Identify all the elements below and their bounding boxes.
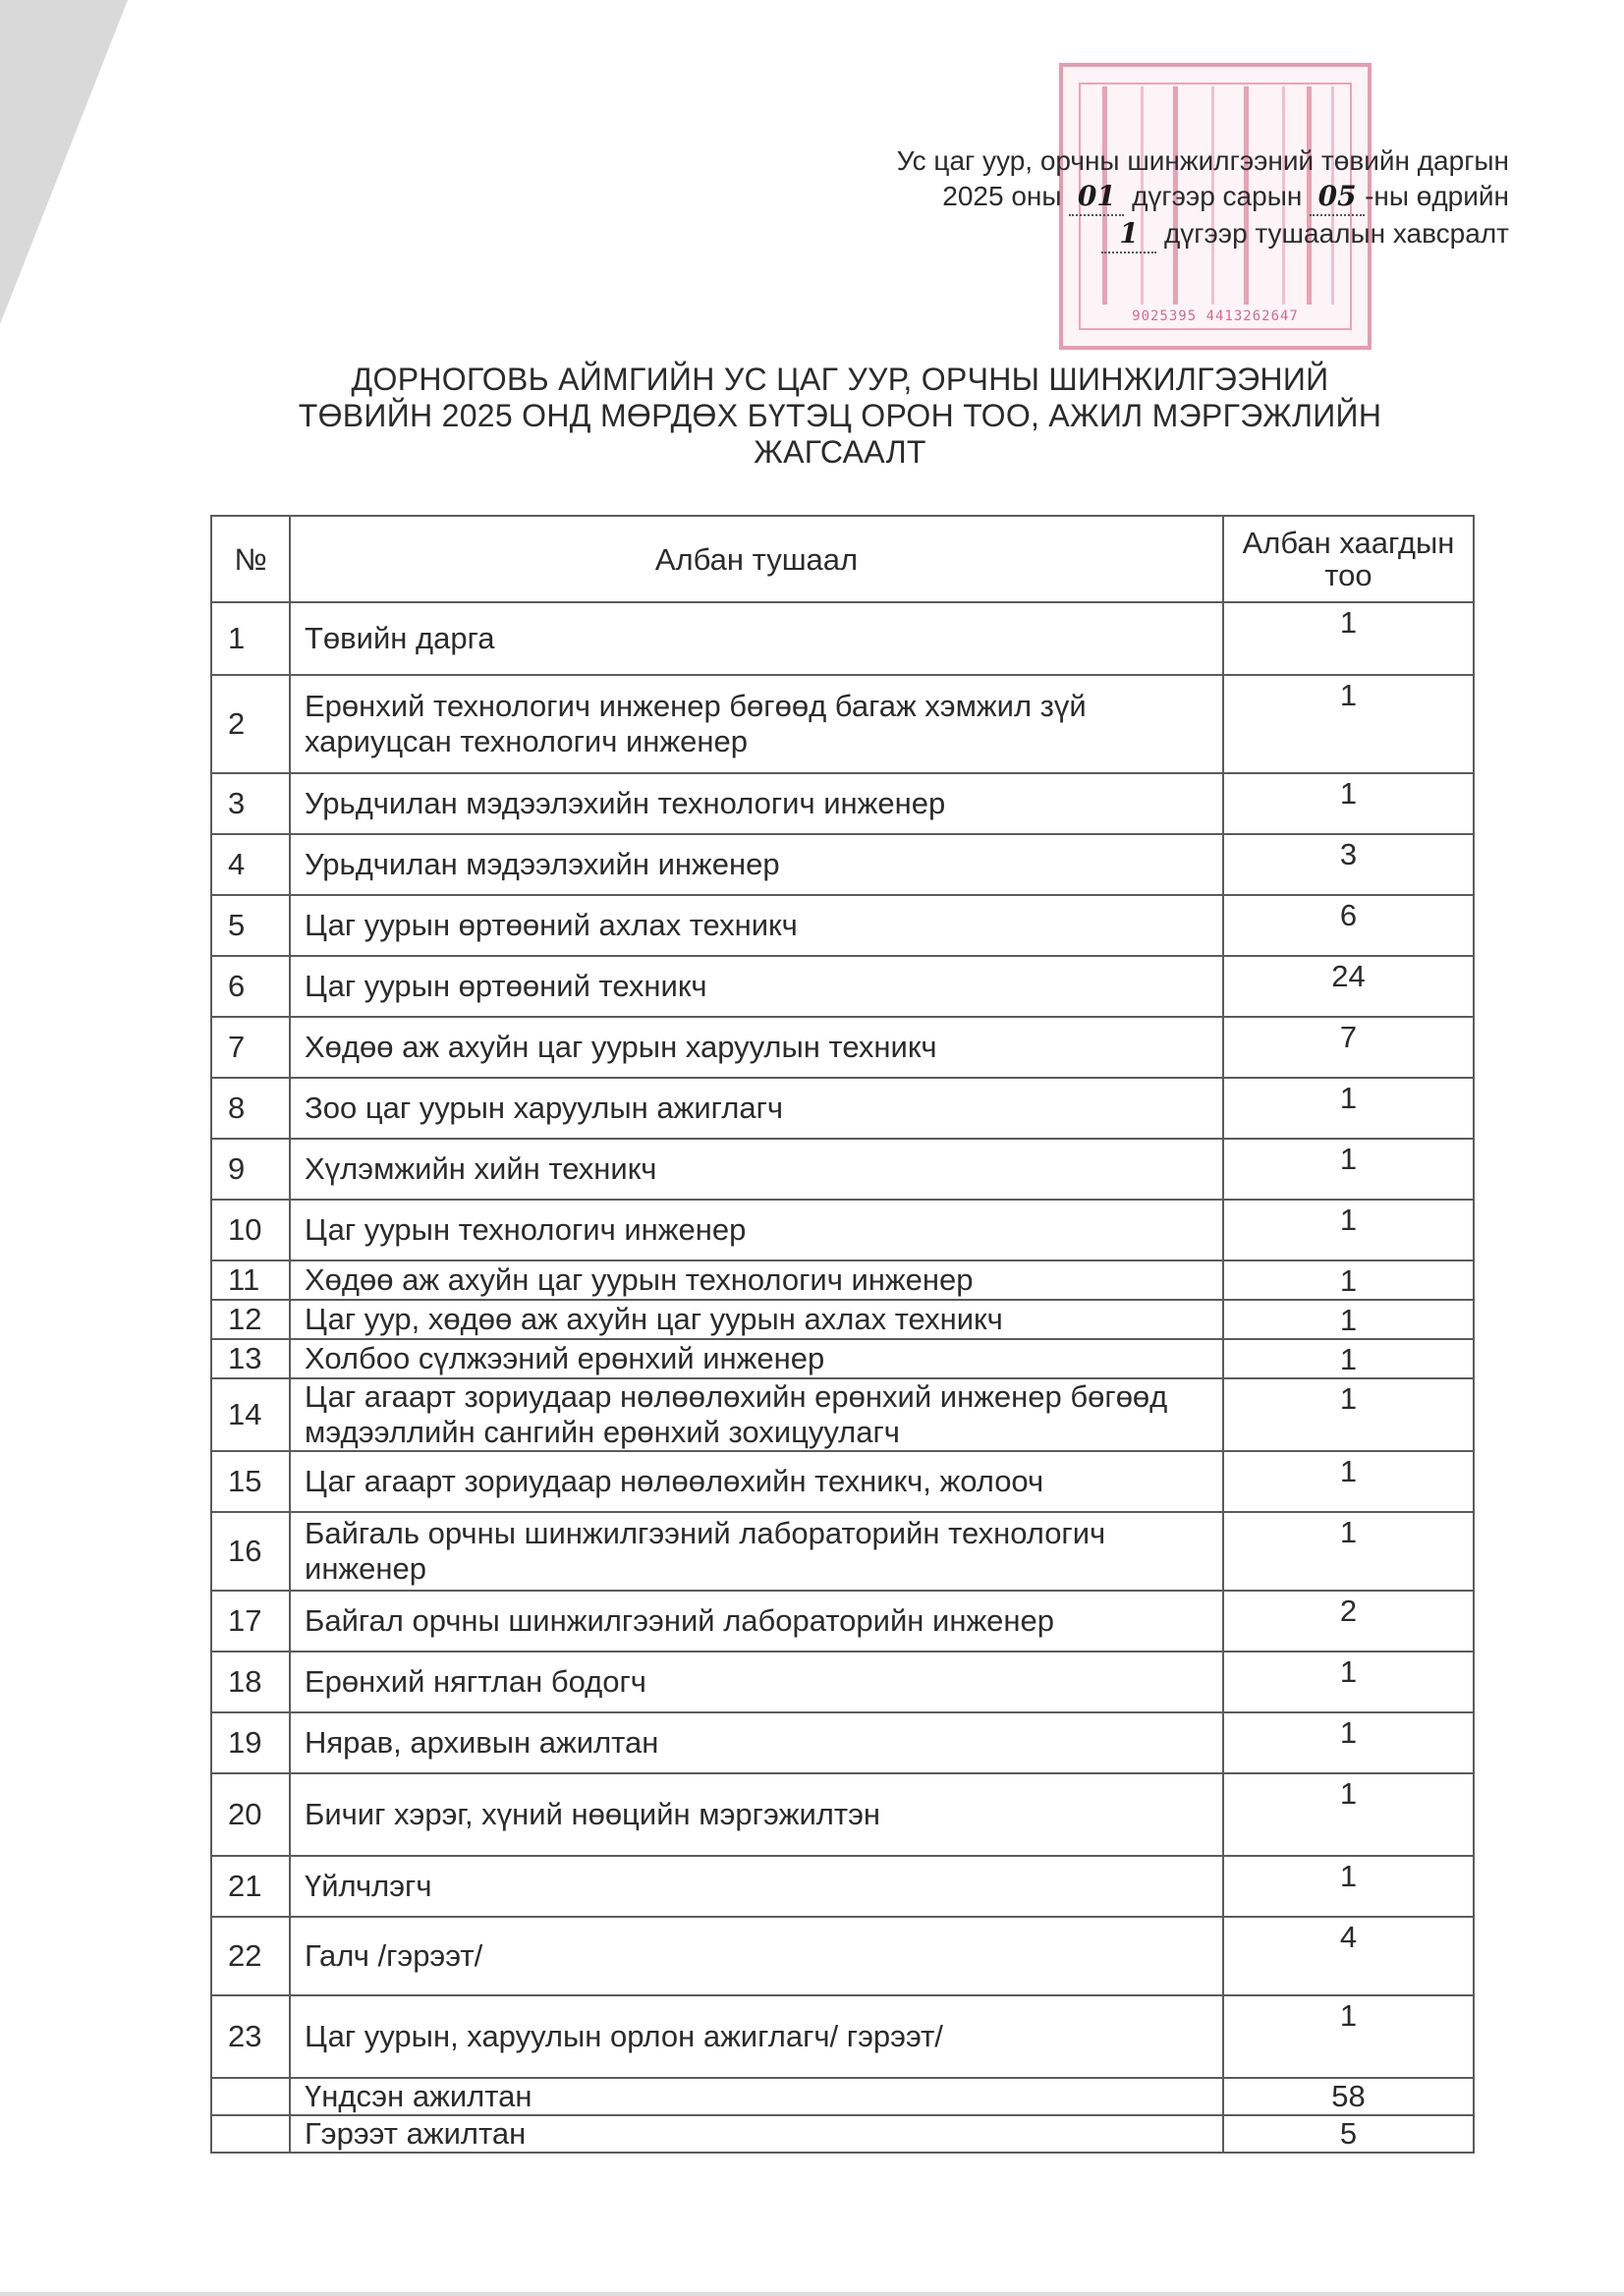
table-row [211, 1712, 1474, 1773]
row-position: Төвийн дарга [290, 602, 1223, 675]
table-row [211, 1078, 1474, 1139]
row-number: 15 [211, 1451, 290, 1512]
header-line-2 [723, 179, 1509, 216]
table-row [211, 1995, 1474, 2078]
row-count: 5 [1223, 2115, 1474, 2153]
row-count: 1 [1223, 675, 1474, 773]
row-position: Үндсэн ажилтан [290, 2078, 1223, 2115]
row-position: Цаг уурын технологич инженер [290, 1200, 1223, 1260]
row-number: 19 [211, 1712, 290, 1773]
column-header-count: Албан хаагдын тоо [1223, 516, 1474, 602]
table-row [211, 1139, 1474, 1200]
header-order-number: 1 [1101, 216, 1156, 253]
row-number: 12 [211, 1300, 290, 1339]
row-number: 22 [211, 1917, 290, 1995]
row-position: Үйлчлэгч [290, 1856, 1223, 1917]
row-number: 4 [211, 834, 290, 895]
table-row [211, 675, 1474, 773]
row-count: 3 [1223, 834, 1474, 895]
header-line-3 [723, 216, 1509, 253]
table-header-row [211, 516, 1474, 602]
table-row [211, 1339, 1474, 1378]
row-number: 2 [211, 675, 290, 773]
row-number: 23 [211, 1995, 290, 2078]
row-number: 1 [211, 602, 290, 675]
stamp-registry-number: 9025395 4413262647 [1132, 308, 1299, 324]
table-body [211, 602, 1474, 2153]
row-position: Нярав, архивын ажилтан [290, 1712, 1223, 1773]
column-header-position: Албан тушаал [290, 516, 1223, 602]
document-title [275, 362, 1405, 471]
table-row [211, 602, 1474, 675]
row-count: 1 [1223, 1652, 1474, 1712]
row-count: 4 [1223, 1917, 1474, 1995]
row-count: 24 [1223, 956, 1474, 1017]
row-position: Хөдөө аж ахуйн цаг уурын харуулын техникч [290, 1017, 1223, 1078]
row-count: 1 [1223, 602, 1474, 675]
row-count: 1 [1223, 1078, 1474, 1139]
header-line-1: Ус цаг уур, орчны шинжилгээний төвийн даргын [896, 145, 1509, 176]
attachment-header [723, 143, 1509, 253]
row-position: Ерөнхий технологич инженер бөгөөд багаж хэмжил зүй хариуцсан технологич инженер [290, 675, 1223, 773]
row-count: 1 [1223, 1856, 1474, 1917]
row-position: Бичиг хэрэг, хүний нөөцийн мэргэжилтэн [290, 1773, 1223, 1856]
row-number: 7 [211, 1017, 290, 1078]
table-row [211, 1856, 1474, 1917]
row-count: 6 [1223, 895, 1474, 956]
row-count: 1 [1223, 1300, 1474, 1339]
column-header-number: № [211, 516, 290, 602]
row-number: 9 [211, 1139, 290, 1200]
row-count: 1 [1223, 1378, 1474, 1451]
title-line-2: ТӨВИЙН 2025 ОНД МӨРДӨХ БҮТЭЦ ОРОН ТОО, АЖИЛ МЭРГЭЖЛИЙН [298, 398, 1382, 433]
row-count: 1 [1223, 1260, 1474, 1300]
row-position: Урьдчилан мэдээлэхийн технологич инженер [290, 773, 1223, 834]
row-count: 1 [1223, 1451, 1474, 1512]
row-position: Гэрээт ажилтан [290, 2115, 1223, 2153]
title-line-3: ЖАГСААЛТ [754, 434, 926, 470]
row-count: 58 [1223, 2078, 1474, 2115]
total-row [211, 2078, 1474, 2115]
table-row [211, 1260, 1474, 1300]
row-count: 1 [1223, 1995, 1474, 2078]
header-month-label: дүгээр сарын [1132, 181, 1303, 211]
header-day-value: 01 [1069, 179, 1124, 216]
row-number: 20 [211, 1773, 290, 1856]
table-row [211, 1773, 1474, 1856]
row-number: 8 [211, 1078, 290, 1139]
row-number: 11 [211, 1260, 290, 1300]
row-number: 21 [211, 1856, 290, 1917]
table-row [211, 895, 1474, 956]
table-row [211, 1652, 1474, 1712]
header-order-label: дүгээр тушаалын хавсралт [1163, 218, 1509, 249]
row-position: Ерөнхий нягтлан бодогч [290, 1652, 1223, 1712]
row-position: Цаг уурын өртөөний техникч [290, 956, 1223, 1017]
table-row [211, 1017, 1474, 1078]
row-position: Зоо цаг уурын харуулын ажиглагч [290, 1078, 1223, 1139]
table-row [211, 1591, 1474, 1652]
row-count: 1 [1223, 773, 1474, 834]
table-row [211, 1512, 1474, 1591]
header-date-suffix: -ны өдрийн [1365, 181, 1509, 211]
table-row [211, 834, 1474, 895]
row-number [211, 2078, 290, 2115]
row-count: 1 [1223, 1200, 1474, 1260]
row-number: 17 [211, 1591, 290, 1652]
row-number: 6 [211, 956, 290, 1017]
row-count: 1 [1223, 1773, 1474, 1856]
table-row [211, 773, 1474, 834]
row-position: Галч /гэрээт/ [290, 1917, 1223, 1995]
row-position: Цаг агаарт зориудаар нөлөөлөхийн техникч, жолооч [290, 1451, 1223, 1512]
row-position: Цаг уур, хөдөө аж ахуйн цаг уурын ахлах техникч [290, 1300, 1223, 1339]
row-number: 5 [211, 895, 290, 956]
row-number: 3 [211, 773, 290, 834]
row-number: 14 [211, 1378, 290, 1451]
row-count: 7 [1223, 1017, 1474, 1078]
row-position: Цаг уурын өртөөний ахлах техникч [290, 895, 1223, 956]
table-row [211, 1451, 1474, 1512]
row-count: 1 [1223, 1339, 1474, 1378]
row-number: 13 [211, 1339, 290, 1378]
row-position: Байгал орчны шинжилгээний лабораторийн инженер [290, 1591, 1223, 1652]
table-row [211, 1200, 1474, 1260]
row-number [211, 2115, 290, 2153]
row-count: 2 [1223, 1591, 1474, 1652]
table-row [211, 956, 1474, 1017]
row-position: Байгаль орчны шинжилгээний лабораторийн технологич инженер [290, 1512, 1223, 1591]
scan-bottom-edge [0, 2292, 1624, 2296]
row-position: Цаг агаарт зориудаар нөлөөлөхийн ерөнхий инженер бөгөөд мэдээллийн сангийн ерөнхий зохицуулагч [290, 1378, 1223, 1451]
row-number: 10 [211, 1200, 290, 1260]
row-position: Хүлэмжийн хийн техникч [290, 1139, 1223, 1200]
staff-table [210, 515, 1475, 2154]
row-count: 1 [1223, 1712, 1474, 1773]
row-position: Урьдчилан мэдээлэхийн инженер [290, 834, 1223, 895]
row-position: Хөдөө аж ахуйн цаг уурын технологич инженер [290, 1260, 1223, 1300]
header-month-value: 05 [1310, 179, 1365, 216]
row-number: 16 [211, 1512, 290, 1591]
title-line-1: ДОРНОГОВЬ АЙМГИЙН УС ЦАГ УУР, ОРЧНЫ ШИНЖИЛГЭЭНИЙ [351, 362, 1329, 397]
row-number: 18 [211, 1652, 290, 1712]
table-row [211, 1917, 1474, 1995]
header-year: 2025 оны [942, 181, 1062, 211]
table-row [211, 1300, 1474, 1339]
total-row [211, 2115, 1474, 2153]
table-row [211, 1378, 1474, 1451]
row-position: Цаг уурын, харуулын орлон ажиглагч/ гэрээт/ [290, 1995, 1223, 2078]
row-position: Холбоо сүлжээний ерөнхий инженер [290, 1339, 1223, 1378]
row-count: 1 [1223, 1512, 1474, 1591]
row-count: 1 [1223, 1139, 1474, 1200]
scan-corner-shadow [0, 0, 128, 324]
